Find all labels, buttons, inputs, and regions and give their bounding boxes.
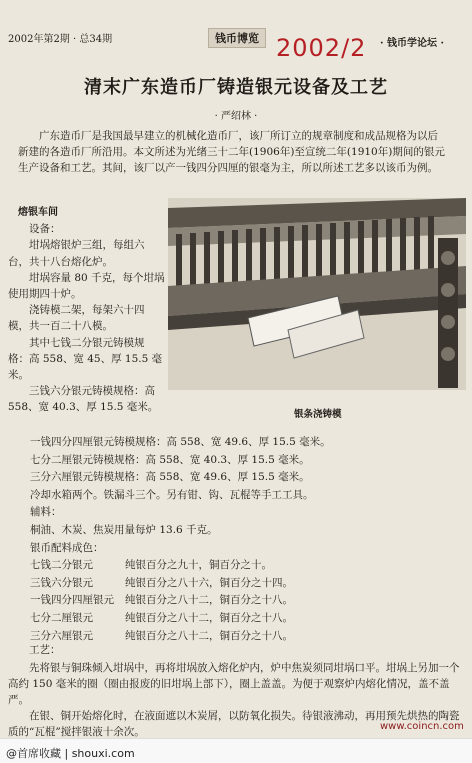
article-author: · 严绍林 · bbox=[214, 111, 258, 122]
section-heading: 熔银车间 bbox=[18, 207, 58, 218]
intro-text: 广东造币厂是我国最早建立的机械化造币厂，该厂所订立的规章制度和成品规格为以后新建的各造币厂所沿用。本文所述为光绪三十二年(1906年)至宣统二年(1910年)期间的银元生产设备和工艺。其间，该厂以产一钱四分四厘的银毫为主，所以所述工艺多以该币为例。 bbox=[18, 130, 445, 174]
alloy-row bbox=[30, 557, 458, 575]
mold-spec-036-text: 三分六厘银元铸模规格：高 558、宽 49.6、厚 15.5 毫米。 bbox=[30, 471, 310, 484]
intro-paragraph bbox=[18, 128, 448, 176]
alloy-name: 七分二厘银元 bbox=[30, 611, 93, 624]
crucible-text: 坩埚容量 80 千克，每个坩埚使用期四十炉。 bbox=[8, 271, 165, 301]
mold-spec-144-text: 一钱四分四厘银元铸模规格：高 558、宽 49.6、厚 15.5 毫米。 bbox=[30, 436, 331, 448]
alloy-composition: 纯银百分之八十二，铜百分之十八。 bbox=[125, 594, 293, 607]
equipment-label: 设备： bbox=[29, 223, 61, 236]
forum-label: · 钱币学论坛 · bbox=[380, 38, 444, 49]
process-paragraph: 在银、铜开始熔化时，在液面遮以木炭屑，以防氧化损失。待银液沸动，再用预先烘热的陶瓷质的“瓦棍”搅拌银液十余次。 bbox=[8, 710, 460, 738]
mold-spec-72-text: 其中七钱二分银元铸模规格：高 558、宽 45、厚 15.5 毫米。 bbox=[8, 336, 163, 382]
handwritten-date: 2002/2 bbox=[276, 34, 367, 62]
alloy-composition: 纯银百分之八十六，铜百分之十四。 bbox=[125, 576, 293, 589]
left-column bbox=[8, 205, 165, 416]
alloy-composition: 纯银百分之九十，铜百分之十。 bbox=[125, 559, 272, 572]
alloy-label: 银币配料成色： bbox=[30, 541, 104, 554]
alloy-name: 三分六厘银元 bbox=[30, 629, 93, 642]
alloy-row bbox=[30, 592, 458, 610]
mold-frame-text: 浇铸模二架，每架六十四模，共一百二十八模。 bbox=[8, 304, 145, 333]
process-paragraph: 先将银与铜珠倾入坩埚中，再将坩埚放入熔化炉内，炉中焦炭须同坩埚口平。坩埚上另加一个高约 150 毫米的圈（圈由报废的旧坩埚上部下），圈上盖盖。为便于观察炉内熔化情况，盖不盖严。 bbox=[8, 662, 460, 706]
furnace-text: 坩埚熔银炉三组，每组六台，共十八台熔化炉。 bbox=[8, 239, 145, 268]
mold-illustration bbox=[168, 198, 466, 390]
alloy-name: 七钱二分银元 bbox=[30, 559, 93, 572]
article-title: 清末广东造币厂铸造银元设备及工艺 bbox=[84, 77, 388, 98]
alloy-name: 三钱六分银元 bbox=[30, 576, 93, 589]
alloy-row bbox=[30, 575, 458, 593]
alloy-composition: 纯银百分之八十二，铜百分之十八。 bbox=[125, 629, 293, 642]
casting-mold-photo bbox=[168, 198, 466, 390]
mold-spec-36-text: 三钱六分银元铸模规格：高 558、宽 40.3、厚 15.5 毫米。 bbox=[8, 385, 159, 414]
watermark: www.coincn.com bbox=[380, 721, 464, 732]
process-heading: 工艺： bbox=[29, 644, 61, 656]
alloy-composition: 纯银百分之八十二，铜百分之十八。 bbox=[125, 611, 293, 624]
column-tag: 钱币博览 bbox=[208, 28, 266, 48]
mold-spec-072-text: 七分二厘银元铸模规格：高 558、宽 40.3、厚 15.5 毫米。 bbox=[30, 453, 310, 466]
materials-label: 辅料： bbox=[30, 506, 62, 519]
photo-caption: 银条浇铸模 bbox=[294, 409, 342, 420]
source-credit: @首席收藏 | shouxi.com bbox=[6, 747, 135, 760]
alloy-row bbox=[30, 610, 458, 628]
alloy-name: 一钱四分四厘银元 bbox=[30, 594, 114, 607]
materials-text: 桐油、木炭、焦炭用量每炉 13.6 千克。 bbox=[30, 523, 218, 536]
specs-block bbox=[30, 434, 458, 645]
issue-number: 2002年第2期 · 总34期 bbox=[8, 34, 113, 45]
tools-text: 冷却水箱两个。铁漏斗三个。另有钳、钩、瓦棍等手工工具。 bbox=[30, 488, 314, 501]
